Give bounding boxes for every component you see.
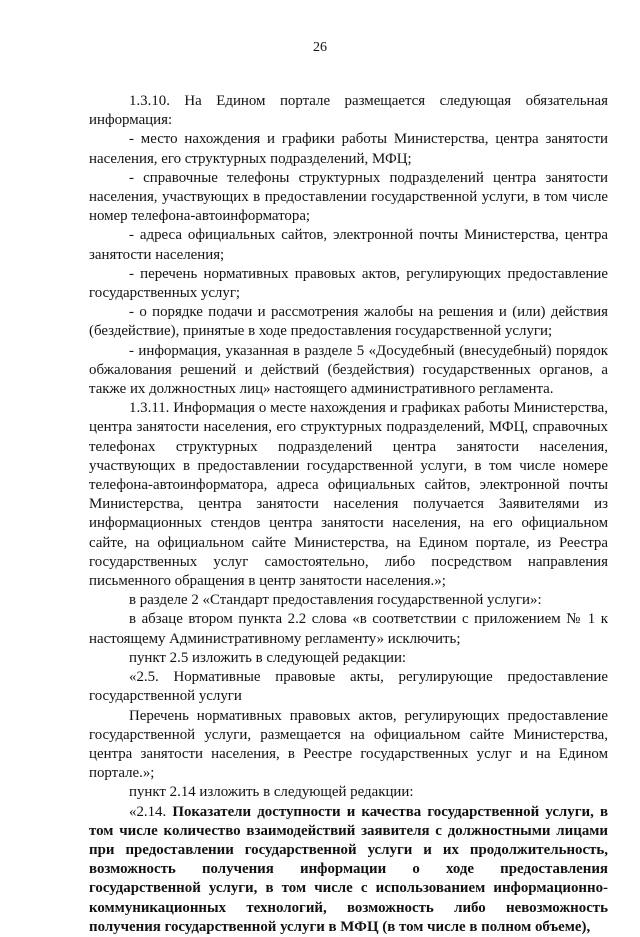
list-item-websites: - адреса официальных сайтов, электронной почты Министерства, центра занятости населения; [89,227,608,263]
paragraph-2-14-heading [89,803,608,937]
paragraph-2-2-amendment: в абзаце втором пункта 2.2 слова «в соответствии с приложением № 1 к настоящему Административному регламенту» исключить; [89,611,608,647]
page-number: 26 [313,40,327,55]
paragraph-section-2: в разделе 2 «Стандарт предоставления государственной услуги»: [129,592,542,609]
list-item-phones: - справочные телефоны структурных подразделений центра занятости населения, участвующих в предоставлении государственной услуги, в том числе номер телефона-автоинформатора; [89,169,608,225]
paragraph-1-3-10: 1.3.10. На Едином портале размещается следующая обязательная информация: [89,93,608,129]
list-item-section-5: - информация, указанная в разделе 5 «Досудебный (внесудебный) порядок обжалования решений и действий (бездействия) государственных органов, а также их должностных лиц» настоящего административного регламента. [89,342,608,398]
list-item-legal-acts: - перечень нормативных правовых актов, регулирующих предоставление государственных услуг; [89,265,608,302]
paragraph-2-14-prefix: «2.14. [129,803,173,820]
paragraph-2-5-intro: пункт 2.5 изложить в следующей редакции: [129,649,407,666]
list-item-complaints: - о порядке подачи и рассмотрения жалобы на решения и (или) действия (бездействие), принятые в ходе предоставления государственной услуги; [89,304,608,340]
list-item-location: - место нахождения и графики работы Министерства, центра занятости населения, его структурных подразделений, МФЦ; [89,131,608,167]
paragraph-2-5-body: Перечень нормативных правовых актов, регулирующих предоставление государственной услуги, размещается на официальном сайте Министерства, центра занятости населения, в Реестре государственных услуг и на Едином портале.»; [89,707,608,782]
document-body [89,92,608,937]
paragraph-2-14-intro: пункт 2.14 изложить в следующей редакции: [129,784,414,801]
paragraph-2-5-heading: «2.5. Нормативные правовые акты, регулирующие предоставление государственной услуги [89,669,608,705]
paragraph-1-3-11: 1.3.11. Информация о месте нахождения и графиках работы Министерства, центра занятости населения, его структурных подразделений, МФЦ, справочных телефонах структурных подразделений центра занятости населения, участвующих в предоставлении государственной услуги, в том числе номере телефона-автоинформатора, адреса официальных сайтов, электронной почты Министерства, центра занятости населения получается Заявителями из информационных стендов центра занятости населения, на его официальном сайте, на официальном сайте Министерства, на Едином портале, из Реестра государственных услуг самостоятельно, либо посредством направления письменного обращения в центр занятости населения.»; [89,400,608,590]
paragraph-2-14-bold-text: Показатели доступности и качества государственной услуги, в том числе количество взаимодействий заявителя с должностными лицами при предоставлении государственной услуги и их продолжительность, возможность получения информации о ходе предоставления государственной услуги, в том числе с использованием информационно-коммуникационных технологий, возможность либо невозможность получения государственной услуги в МФЦ (в том числе в полном объеме), [89,803,608,935]
